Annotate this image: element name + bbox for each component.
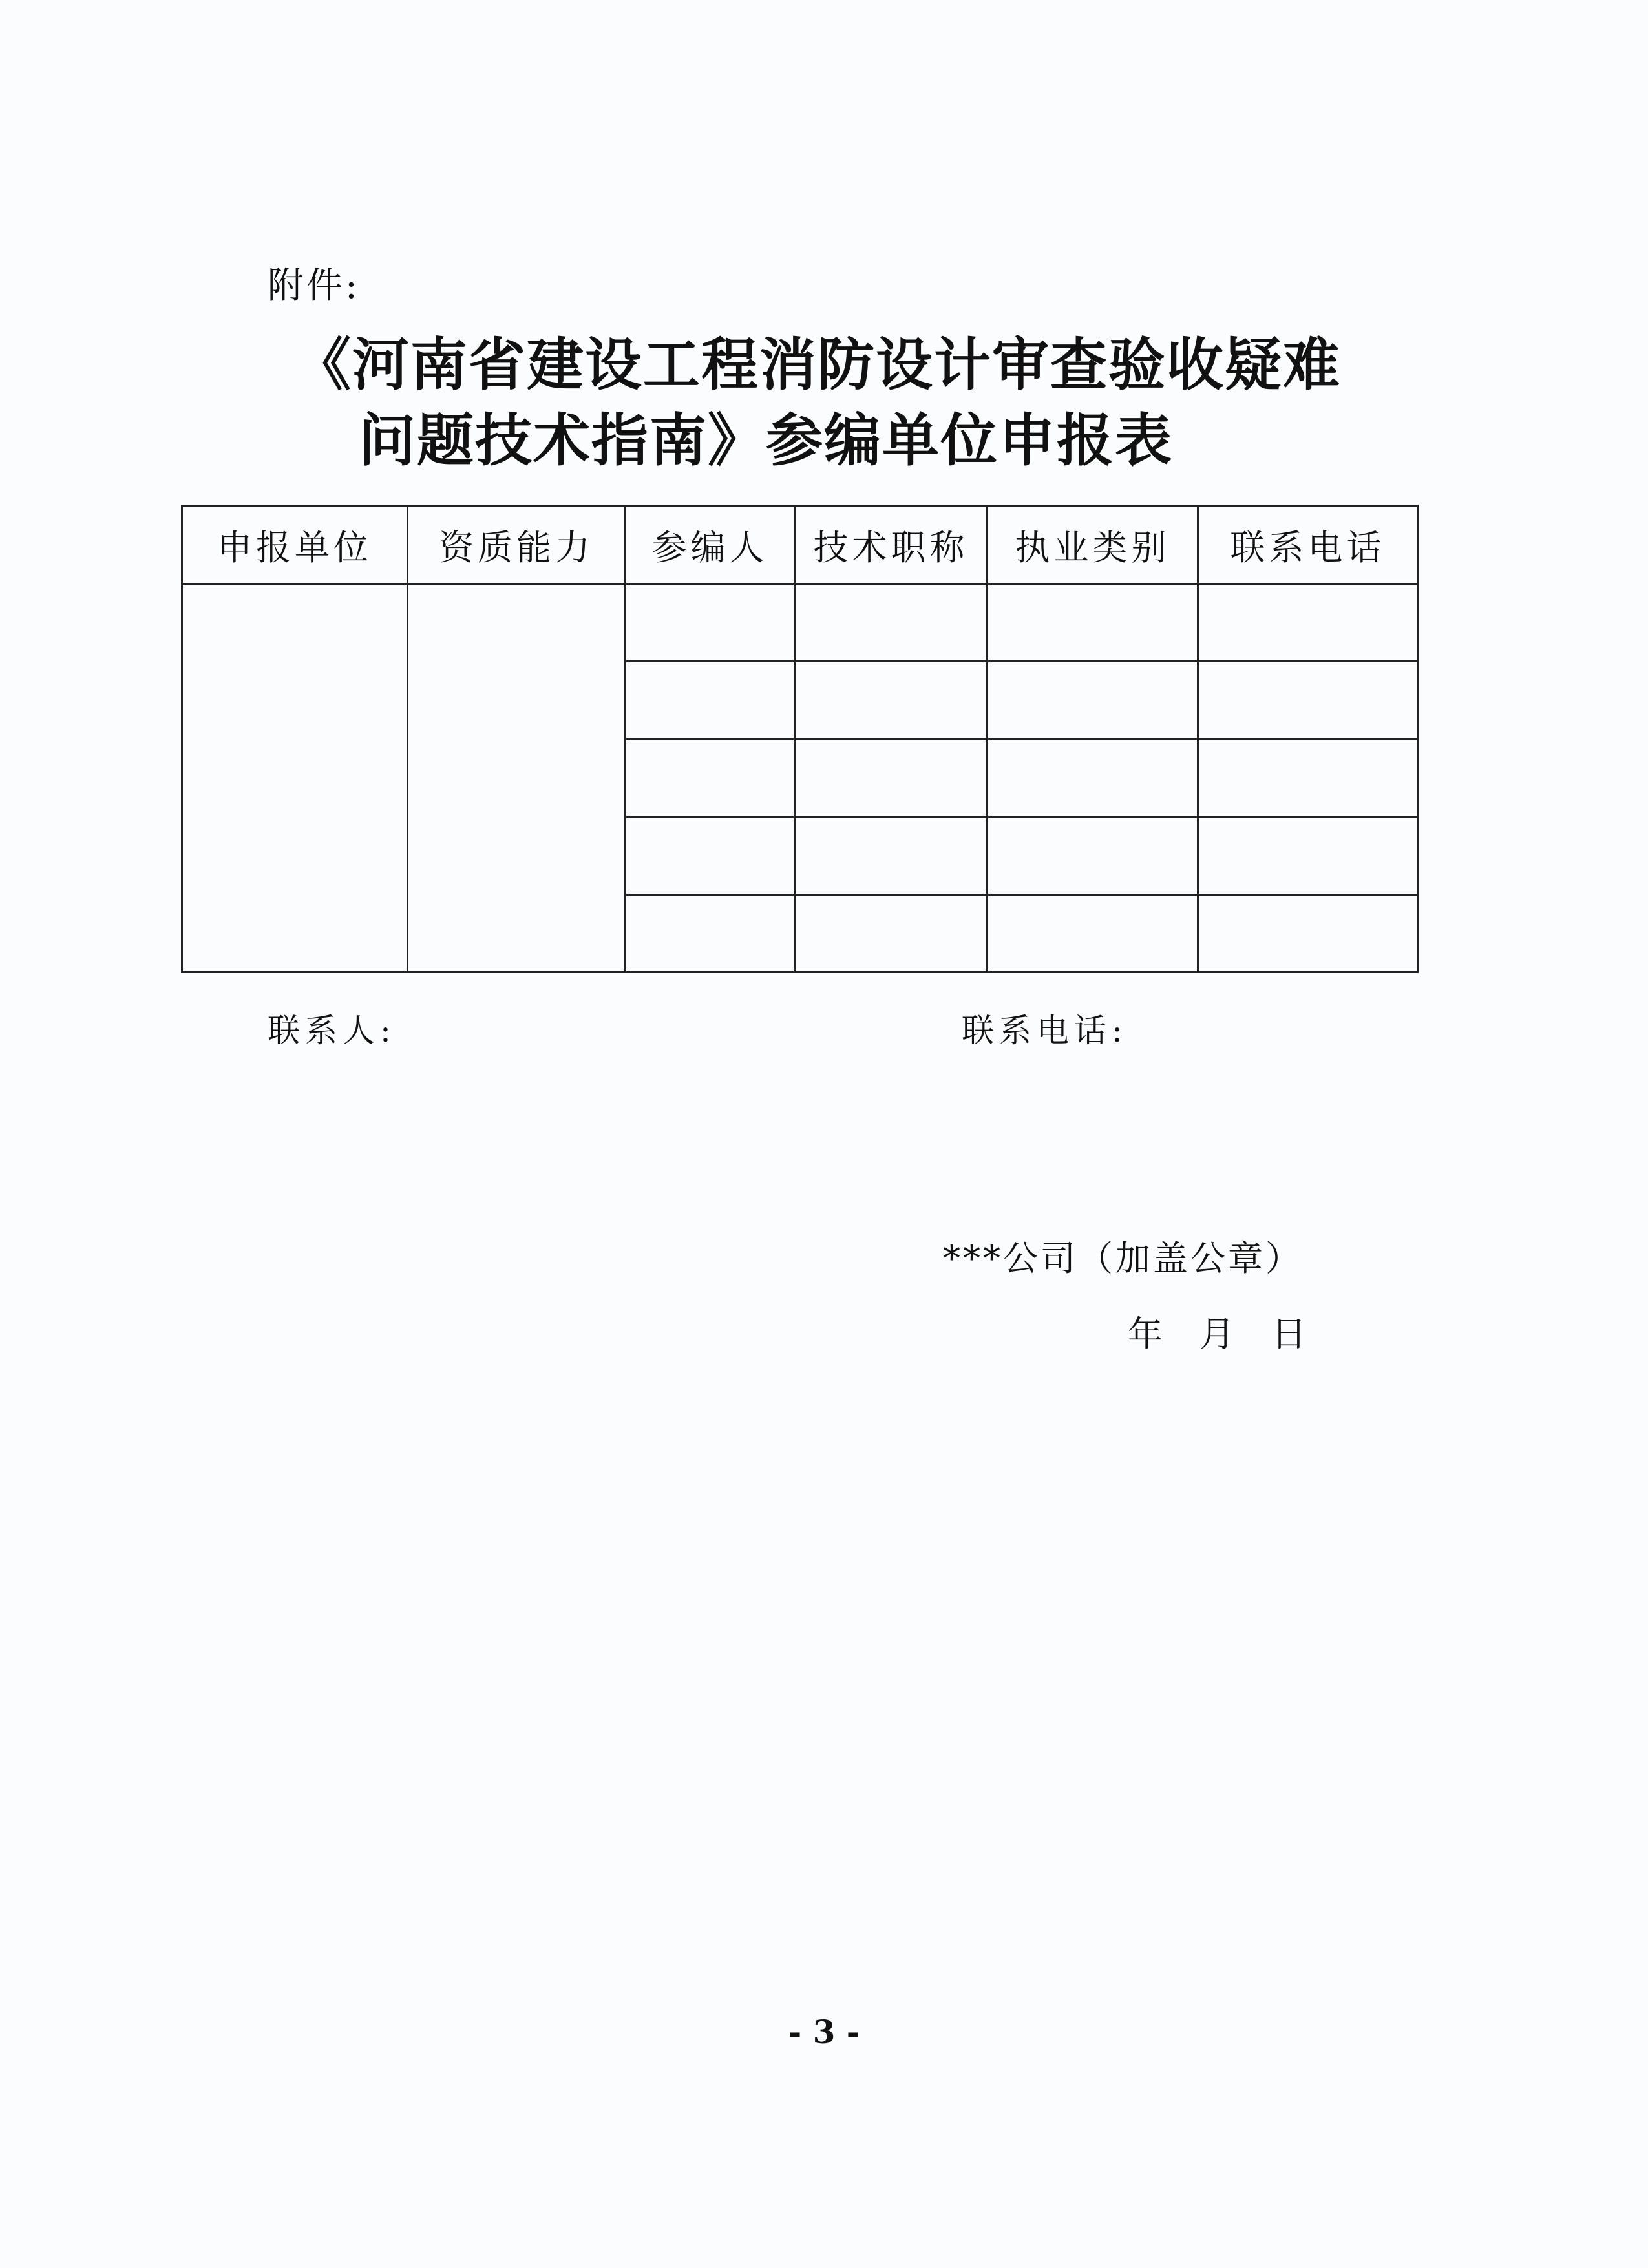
attachment-label: 附件:: [268, 265, 360, 307]
cell[interactable]: [988, 662, 1198, 739]
cell[interactable]: [988, 584, 1198, 662]
cell[interactable]: [988, 739, 1198, 817]
company-seal-line: ***公司（加盖公章）: [943, 1238, 1303, 1279]
cell-applicant-unit[interactable]: [182, 584, 408, 972]
date-line: 年 月 日: [1128, 1314, 1307, 1354]
header-applicant-unit: 申报单位: [182, 506, 408, 584]
header-qualification: 资质能力: [408, 506, 626, 584]
cell-qualification[interactable]: [408, 584, 626, 972]
cell[interactable]: [1198, 584, 1418, 662]
cell[interactable]: [1198, 739, 1418, 817]
page-number: - 3 -: [788, 2013, 860, 2051]
cell[interactable]: [626, 584, 795, 662]
title-line-1: 《河南省建设工程消防设计审查验收疑难: [293, 331, 1341, 398]
cell[interactable]: [626, 662, 795, 739]
contact-person-label: 联系人:: [268, 1012, 396, 1049]
cell[interactable]: [626, 817, 795, 894]
cell[interactable]: [988, 817, 1198, 894]
contact-phone-label: 联系电话:: [962, 1012, 1128, 1049]
cell[interactable]: [795, 662, 988, 739]
cell[interactable]: [626, 739, 795, 817]
cell[interactable]: [795, 739, 988, 817]
cell[interactable]: [988, 894, 1198, 972]
cell[interactable]: [795, 817, 988, 894]
header-contributor: 参编人: [626, 506, 795, 584]
cell[interactable]: [1198, 662, 1418, 739]
header-practice-category: 执业类别: [988, 506, 1198, 584]
application-table: [181, 505, 1419, 973]
table-row: [182, 584, 1418, 662]
title-line-2: 问题技术指南》参编单位申报表: [358, 406, 1173, 474]
cell[interactable]: [1198, 817, 1418, 894]
cell[interactable]: [795, 894, 988, 972]
table-header-row: [182, 506, 1418, 584]
cell[interactable]: [626, 894, 795, 972]
header-technical-title: 技术职称: [795, 506, 988, 584]
cell[interactable]: [1198, 894, 1418, 972]
header-contact-phone: 联系电话: [1198, 506, 1418, 584]
cell[interactable]: [795, 584, 988, 662]
